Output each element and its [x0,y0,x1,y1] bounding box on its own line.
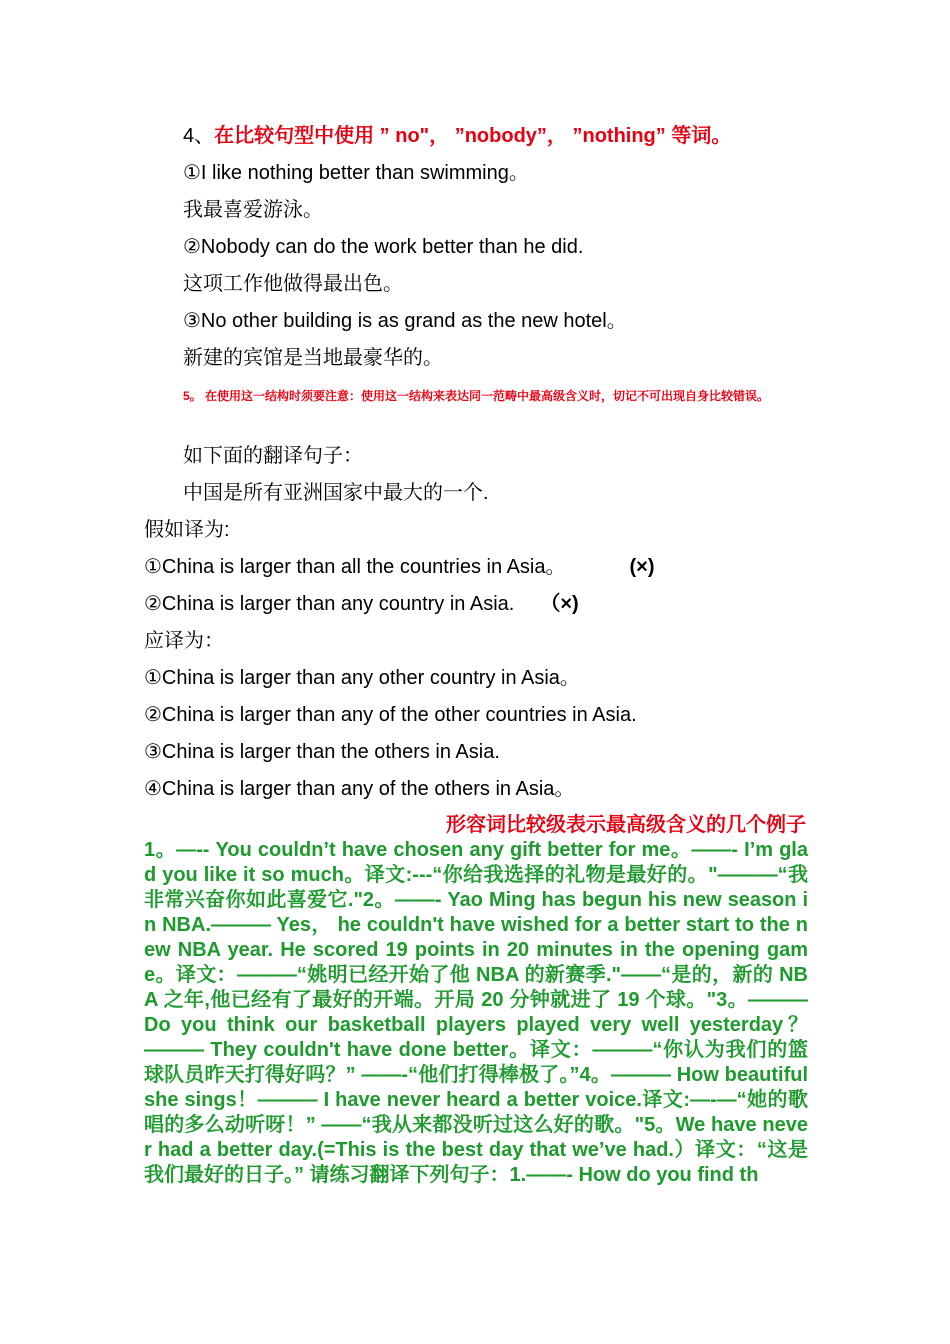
wrong-mark-1: (×) [629,556,655,578]
section-4-title: 在比较句型中使用 ” no"， ”nobody”， ”nothing” 等词。 [214,125,732,147]
examples-title: 形容词比较级表示最高级含义的几个例子 [446,814,806,836]
wrong-translation-2-text: ②China is larger than any country in Asia. [144,593,515,615]
wrong-translation-2 [144,591,579,617]
right-translation-label: 应译为： [144,630,224,652]
example-1-chinese: 我最喜爱游泳。 [183,199,323,221]
example-1-english: ①I like nothing better than swimming。 [183,162,529,184]
right-translation-2: ②China is larger than any of the other countries in Asia. [144,704,637,726]
section-5-note: 5。 在使用这一结构时须要注意：使用这一结构来表达同一范畴中最高级含义时，切记不可出现自身比较错误。 [183,389,770,403]
example-2-chinese: 这项工作他做得最出色。 [183,273,403,295]
example-2-english: ②Nobody can do the work better than he did. [183,236,584,258]
section-4-number: 4、 [183,125,215,147]
example-3-english: ③No other building is as grand as the new hotel。 [183,310,627,332]
example-3-chinese: 新建的宾馆是当地最豪华的。 [183,347,443,369]
wrong-translation-1 [144,554,654,580]
examples-body: 1。—-- You couldn’t have chosen any gift better for me。——- I’m glad you like it so much。译文:---“你给我选择的礼物是最好的。"———“我非常兴奋你如此喜爱它."2。——- Yao Ming has begun his new season in NBA.——— Yes， he couldn't have wished for a better start to the new NBA year. He scored 19 points in 20 minutes in the opening game。译文：———“姚明已经开始了他 NBA 的新赛季."——“是的，新的 NBA 之年,他已经有了最好的开端。开局 20 分钟就进了 19 个球。"3。——— Do you think our basketball players played very well yesterday？——— They couldn't have done better。译文：———“你认为我们的篮球队员昨天打得好吗？” ——-“他们打得棒极了。”4。——— How beautiful she sings！——— I have never heard a better voice.译文:—-—“她的歌唱的多么动听呀！” ——“我从来都没听过这么好的歌。"5。We have never had a better day.(=This is the best day that we’ve had.）译文：“这是我们最好的日子。” 请练习翻译下列句子：1.——- How do you find th [144,839,808,1186]
translation-sentence: 中国是所有亚洲国家中最大的一个. [183,482,489,504]
right-translation-1: ①China is larger than any other country in Asia。 [144,667,580,689]
wrong-translation-1-text: ①China is larger than all the countries in Asia。 [144,556,566,578]
translation-intro: 如下面的翻译句子： [183,445,363,467]
right-translation-3: ③China is larger than the others in Asia. [144,741,500,763]
wrong-mark-2: （×) [540,593,579,615]
wrong-translation-label: 假如译为: [144,519,230,541]
right-translation-4: ④China is larger than any of the others in Asia。 [144,778,575,800]
section-4-heading [183,123,731,149]
